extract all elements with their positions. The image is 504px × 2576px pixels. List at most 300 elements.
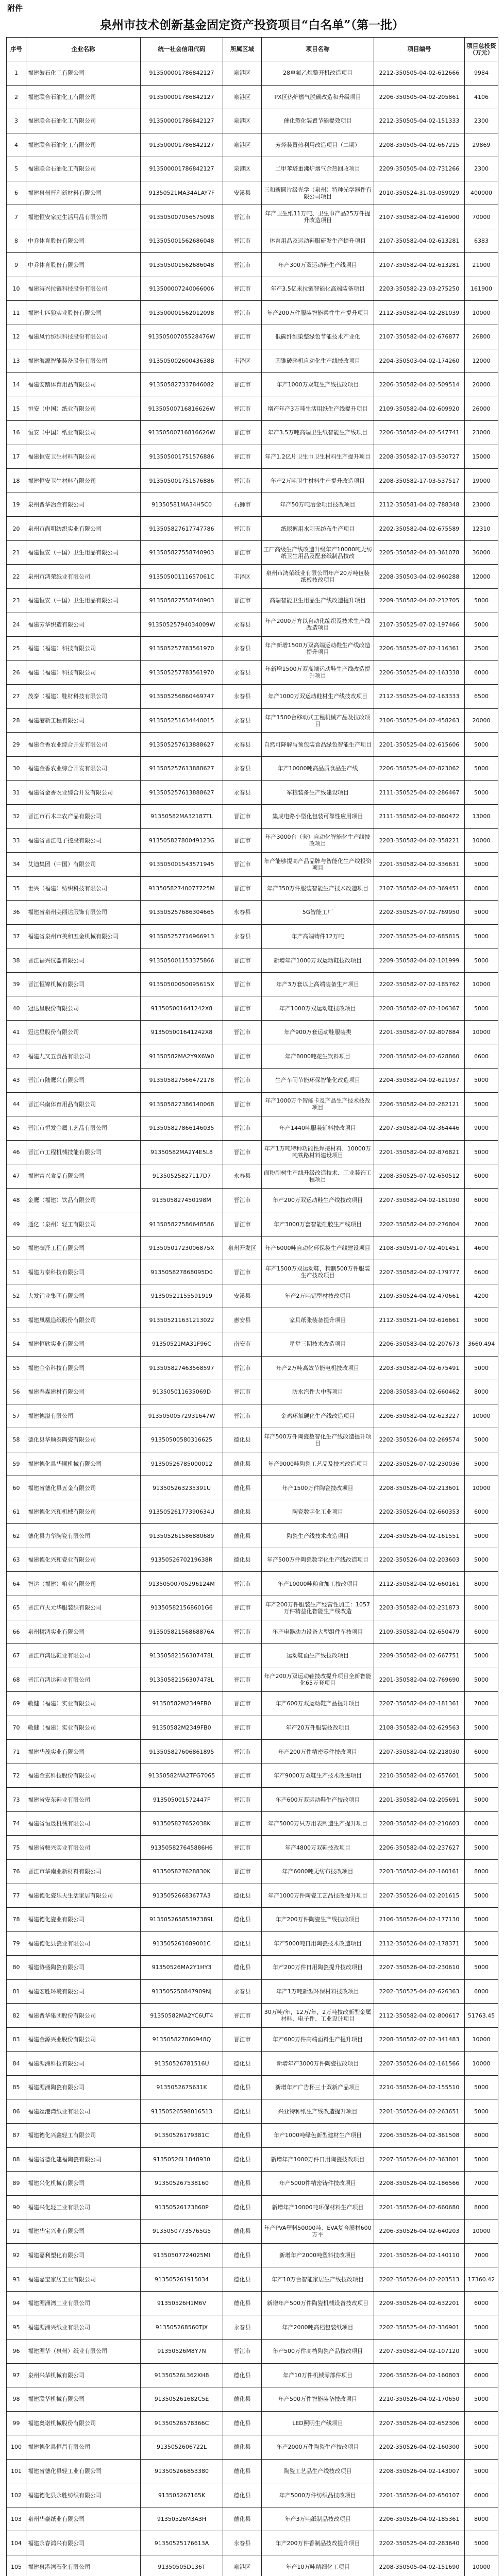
cell-credit-code: 913505827463568597 [141,1356,223,1380]
cell-project-code: 2203-350582-04-02-160161 [374,1860,465,1884]
cell-credit-code: 91350526781516U [141,2052,223,2076]
cell-row-index: 88 [7,2147,26,2172]
cell-row-index: 94 [7,2291,26,2315]
cell-investment: 10000 [465,1476,498,1500]
table-row [7,1740,498,1764]
cell-project-code: 2202-350526-04-02-660353 [374,1500,465,1524]
cell-region: 晋江市 [223,1811,262,1836]
cell-credit-code: 91350500050095615X [141,972,223,996]
cell-company-name: 福建德化瓷乐天生活家居有限公司 [26,1884,141,1908]
cell-region: 安溪县 [223,181,262,205]
cell-credit-code: 91350525176613A [141,2531,223,2555]
table-row [7,1260,498,1284]
cell-region: 丰泽区 [223,565,262,589]
cell-credit-code: 913505250847909NJ [141,1979,223,2004]
cell-region: 晋江市 [223,1668,262,1692]
cell-investment: 51763.45 [465,2004,498,2028]
cell-credit-code: 91350521MA31F96C [141,1332,223,1356]
cell-investment: 7000 [465,1212,498,1236]
cell-credit-code: 913505257613888627 [141,756,223,781]
cell-region: 永春县 [223,660,262,685]
cell-row-index: 28 [7,708,26,733]
cell-credit-code: 9135052606722L [141,2435,223,2460]
cell-credit-code: 91350525827117D7 [141,1164,223,1189]
cell-project-name: 低碳纤维染整绿色节能技术产业化 [262,325,374,349]
cell-region: 晋江市 [223,517,262,541]
cell-company-name: 泉州市鸿荣纸业有限公司 [26,565,141,589]
cell-project-code: 2202-350525-04-02-626363 [374,1979,465,2004]
cell-company-name: 晋江市石木丰农产品有限公司 [26,804,141,828]
cell-project-name: 新增年产广告杯三十双新产品项目 [262,2075,374,2099]
cell-company-name: 泉州市尚明纺织实业有限公司 [26,517,141,541]
cell-project-code: 2207-350526-04-02-363801 [374,2147,465,2172]
cell-project-code: 2112-350582-04-02-660161 [374,1572,465,1596]
cell-company-name: 福建省金香农业综合开发有限公司 [26,781,141,805]
cell-project-code: 2202-350525-04-02-336901 [374,2315,465,2340]
cell-investment: 10000 [465,1404,498,1428]
cell-region: 德化县 [223,2172,262,2196]
cell-region: 德化县 [223,1956,262,1980]
cell-investment: 5000 [465,2099,498,2124]
cell-credit-code: 913505268560TJX [141,2315,223,2340]
cell-company-name: 福建德化兴和机械有限公司 [26,1500,141,1524]
cell-project-name: 年产5000万只万用表制造生产提升项目 [262,1811,374,1836]
cell-credit-code: 91350582780049123G [141,828,223,853]
cell-investment: 5000 [465,1428,498,1452]
cell-region: 德化县 [223,1452,262,1476]
cell-project-code: 2107-350582-04-02-676877 [374,325,465,349]
cell-region: 晋江市 [223,421,262,445]
cell-credit-code: 913505267165K [141,2483,223,2507]
table-row [7,804,498,828]
table-row [7,1452,498,1476]
cell-investment: 6600 [465,1260,498,1284]
cell-project-code: 2202-350526-04-02-269574 [374,1428,465,1452]
cell-row-index: 62 [7,1524,26,1548]
cell-project-name: 年产500万件陶瓷数智化生产线改造提升项目 [262,1428,374,1452]
cell-row-index: 2 [7,85,26,109]
cell-project-code: 2107-350525-07-02-197466 [374,613,465,637]
cell-row-index: 34 [7,853,26,877]
cell-row-index: 47 [7,1164,26,1189]
table-row [7,2291,498,2315]
cell-project-code: 2203-350582-04-02-358221 [374,828,465,853]
table-row [7,301,498,325]
cell-region: 石狮市 [223,493,262,517]
column-header-credit-code: 统一社会信用代码 [141,38,223,61]
cell-row-index: 61 [7,1500,26,1524]
cell-company-name: 福建恒安卫生材料有限公司 [26,445,141,469]
cell-row-index: 26 [7,660,26,685]
table-row [7,1596,498,1620]
table-row [7,1044,498,1069]
cell-row-index: 31 [7,781,26,805]
cell-company-name: 福建德化兴和瓷业有限公司 [26,1548,141,1572]
cell-region: 晋江市 [223,1692,262,1716]
cell-credit-code: 913505827860948Q [141,2027,223,2052]
cell-company-name: 福建嘉利塑化有限公司 [26,2243,141,2267]
cell-region: 德化县 [223,2291,262,2315]
cell-row-index: 52 [7,1284,26,1308]
cell-investment: 6000 [465,2483,498,2507]
cell-project-code: 2202-350526-04-02-160300 [374,2435,465,2460]
cell-project-name: 年产3.5亿米拉链智能化高端装备项目 [262,277,374,301]
cell-credit-code: 913500001786842127 [141,133,223,157]
cell-region: 晋江市 [223,373,262,397]
table-row [7,685,498,709]
cell-company-name: 福建宏胜环境有限公司 [26,1979,141,2004]
cell-project-code: 2208-350582-17-03-530727 [374,445,465,469]
cell-row-index: 104 [7,2531,26,2555]
cell-credit-code: 9135052670219638R [141,1548,223,1572]
cell-row-index: 66 [7,1620,26,1644]
cell-project-code: 2107-350582-04-02-369451 [374,876,465,901]
cell-company-name: 敬健（福建）实业有限公司 [26,1692,141,1716]
cell-project-code: 2204-350582-04-02-621937 [374,1068,465,1092]
cell-project-code: 2112-350582-04-02-281039 [374,301,465,325]
cell-region: 晋江市 [223,1404,262,1428]
table-row [7,1212,498,1236]
cell-project-code: 2208-350582-04-02-628860 [374,1044,465,1069]
cell-company-name: 福建联华机械有限公司 [26,2387,141,2412]
cell-project-name: 年产300万双运动鞋生产线项目 [262,253,374,277]
cell-project-code: 2206-350582-04-02-282121 [374,1092,465,1116]
cell-project-code: 2206-350582-04-02-509514 [374,373,465,397]
cell-row-index: 65 [7,1596,26,1620]
cell-project-name: 集成电路小型化包装可靠性应用项目 [262,804,374,828]
cell-investment: 6000 [465,1811,498,1836]
cell-credit-code: 91350501723006875X [141,1236,223,1260]
cell-project-name: 新增年产3000万件陶瓷技改项目 [262,2052,374,2076]
cell-investment: 8000 [465,1572,498,1596]
cell-project-code: 2210-350526-04-02-170650 [374,2387,465,2412]
cell-credit-code: 91350505D136T [141,2555,223,2576]
cell-row-index: 58 [7,1428,26,1452]
cell-project-code: 2204-350526-04-02-161551 [374,1524,465,1548]
table-row [7,708,498,733]
cell-project-name: 高端智能卫生用品生产线改造提升项目 [262,589,374,613]
cell-project-code: 2208-350582-07-02-106367 [374,996,465,1021]
cell-project-code: 2107-350582-04-02-613281 [374,229,465,253]
table-row [7,1068,498,1092]
cell-credit-code: 913505001562686048 [141,253,223,277]
cell-project-code: 2112-350525-04-02-163333 [374,685,465,709]
cell-investment: 5000 [465,996,498,1021]
cell-region: 晋江市 [223,540,262,565]
cell-investment: 7000 [465,2172,498,2196]
cell-company-name: 福建富兴食品有限公司 [26,1164,141,1189]
cell-credit-code: 913505261586880689 [141,1524,223,1548]
cell-credit-code: 913505261689001C [141,1931,223,1956]
cell-row-index: 40 [7,996,26,1021]
cell-project-code: 2203-350582-04-02-231873 [374,1596,465,1620]
cell-credit-code: 91350500260043638B [141,349,223,373]
cell-company-name: 福建恒安家庭生活用品有限公司 [26,205,141,229]
cell-row-index: 68 [7,1668,26,1692]
cell-company-name: 福建恒欣实业有限公司 [26,1332,141,1356]
cell-credit-code: 91350507735765G5 [141,2219,223,2244]
cell-investment: 5000 [465,2075,498,2099]
cell-project-code: 2210-350526-04-02-155510 [374,2075,465,2099]
cell-project-name: 年产200万双运动鞋生产线技改项目 [262,1188,374,1212]
cell-company-name: 晋江市工程机械技能有限公司 [26,1140,141,1164]
cell-row-index: 71 [7,1740,26,1764]
cell-region: 永春县 [223,708,262,733]
cell-investment: 5000 [465,1884,498,1908]
cell-project-name: 年产350万件服装智能生产技术改造项目 [262,876,374,901]
cell-project-code: 2201-350582-04-02-769690 [374,1668,465,1692]
cell-row-index: 98 [7,2387,26,2412]
table-row [7,781,498,805]
cell-investment: 5000 [465,733,498,757]
cell-row-index: 86 [7,2099,26,2124]
cell-credit-code: 913505257613888627 [141,733,223,757]
table-row [7,1500,498,1524]
table-row [7,2099,498,2124]
table-row [7,1692,498,1716]
table-row [7,2219,498,2244]
cell-region: 永春县 [223,1979,262,2004]
cell-region: 德化县 [223,2267,262,2292]
cell-company-name: 福建湄华（泉州）纸业有限公司 [26,2339,141,2363]
table-row [7,972,498,996]
cell-region: 德化县 [223,1931,262,1956]
table-row [7,2052,498,2076]
cell-region: 德化县 [223,1908,262,1932]
cell-company-name: 金鹰（福建）饮品有限公司 [26,1188,141,1212]
cell-region: 晋江市 [223,397,262,421]
cell-credit-code: 91350581MA34H5C0 [141,493,223,517]
cell-credit-code: 913505257613888627 [141,781,223,805]
cell-row-index: 3 [7,109,26,133]
cell-row-index: 17 [7,445,26,469]
table-row [7,181,498,205]
cell-investment: 5000 [465,2147,498,2172]
cell-company-name: 晋江市陆鹰兴有限公司 [26,1068,141,1092]
cell-company-name: 泉州华豪纸业有限公司 [26,2507,141,2531]
cell-investment: 5000 [465,1668,498,1692]
cell-credit-code: 913505827566472178 [141,1068,223,1092]
cell-project-code: 2207-350526-04-02-201615 [374,1884,465,1908]
cell-company-name: 福建安踏体育用品有限公司 [26,373,141,397]
cell-region: 晋江市 [223,1068,262,1092]
cell-credit-code: 91350582740077725M [141,876,223,901]
cell-company-name: 福建省泉州美丽达服饰有限公司 [26,901,141,925]
table-row [7,540,498,565]
cell-company-name: 福建华茂实业有限公司 [26,1740,141,1764]
table-row [7,1332,498,1356]
cell-investment: 4600 [465,1236,498,1260]
table-row [7,1284,498,1308]
cell-credit-code: 91350525794034009W [141,613,223,637]
cell-row-index: 67 [7,1644,26,1668]
cell-project-code: 2203-350582-23-03-275250 [374,277,465,301]
cell-company-name: 泉州兴华机械有限公司 [26,2363,141,2387]
cell-region: 晋江市 [223,1212,262,1236]
cell-investment: 5000 [465,589,498,613]
cell-region: 德化县 [223,1884,262,1908]
cell-investment: 26800 [465,325,498,349]
cell-project-name: 年产卫生纸11万吨、卫生巾产品25万件提升改造项目 [262,205,374,229]
cell-row-index: 46 [7,1140,26,1164]
cell-investment: 8000 [465,2507,498,2531]
table-body [7,61,498,2576]
table-row [7,229,498,253]
cell-region: 泉港区 [223,157,262,181]
cell-credit-code: 913505827866146035 [141,1116,223,1141]
cell-project-name: 年产10000吨粮食加工技改项目 [262,1572,374,1596]
cell-region: 惠安县 [223,1308,262,1332]
cell-region: 德化县 [223,2195,262,2219]
cell-region: 德化县 [223,1428,262,1452]
cell-credit-code: 913500001786842127 [141,85,223,109]
table-row [7,2267,498,2292]
cell-investment: 5000 [465,1140,498,1164]
table-row [7,637,498,661]
table-row [7,349,498,373]
cell-project-name: LED照明生产线项目 [262,2411,374,2435]
cell-company-name: 福建永春鸿兴有限公司 [26,2531,141,2555]
cell-row-index: 79 [7,1931,26,1956]
cell-region: 德化县 [223,2219,262,2244]
cell-project-name: 年产200万双运动鞋技改提升项目全新智能化65万套项目 [262,1668,374,1692]
cell-project-code: 2201-350526-04-02-650107 [374,2483,465,2507]
table-row [7,924,498,948]
cell-project-name: 泉州市鸿荣纸业有限公司年产20万吨包装纸板技改项目 [262,565,374,589]
cell-project-name: 运动鞋面生产线技改项目 [262,1644,374,1668]
table-row [7,2027,498,2052]
cell-investment: 5000 [465,2531,498,2555]
cell-credit-code: 913505827652038K [141,1811,223,1836]
cell-investment: 15000 [465,445,498,469]
column-header-region: 所属区域 [223,38,262,61]
cell-credit-code: 91350582MA32187TL [141,804,223,828]
cell-project-name: 年产4800万双鞋技改项目 [262,1836,374,1860]
cell-region: 永春县 [223,781,262,805]
cell-company-name: 福建海源智能装备股份有限公司 [26,349,141,373]
cell-row-index: 41 [7,1020,26,1044]
cell-investment: 9984 [465,61,498,86]
cell-project-code: 2206-350525-04-02-163338 [374,660,465,685]
cell-investment: 36000 [465,540,498,565]
cell-row-index: 35 [7,876,26,901]
cell-company-name: 福建协盛陶瓷有限公司 [26,1956,141,1980]
cell-project-code: 2109-350582-04-02-650479 [374,1620,465,1644]
cell-row-index: 105 [7,2555,26,2576]
cell-project-name: 30万吨/年，12万/年，2万吨技改新型金属材料、电子件、工业设计项目 [262,2004,374,2028]
cell-project-name: 催化裂化装置节能提效项目 [262,109,374,133]
cell-company-name: 泉州晋华冶金有限公司 [26,493,141,517]
cell-credit-code: 91350526L362XH8 [141,2363,223,2387]
cell-credit-code: 913505821568601G6 [141,1596,223,1620]
cell-company-name: 福建省恒晟机械有限公司 [26,1811,141,1836]
attachment-label: 附件 [7,3,498,13]
cell-credit-code: 91350526578366C [141,2411,223,2435]
cell-company-name: 冠达星股份有限公司 [26,1020,141,1044]
cell-company-name: 福建联合石油化工有限公司 [26,157,141,181]
table-row [7,1116,498,1141]
cell-project-name: 年产3.5万吨高端卫生纸智能生产线项目 [262,421,374,445]
cell-row-index: 5 [7,157,26,181]
cell-project-name: 陶瓷工艺品生产线技改项目 [262,2459,374,2483]
cell-project-name: 生产车间节能环保智能化改造项目 [262,1068,374,1092]
cell-company-name: 福建德化县华顺机械有限公司 [26,1452,141,1476]
table-row [7,2507,498,2531]
cell-row-index: 83 [7,2027,26,2052]
cell-investment: 5000 [465,1764,498,1788]
cell-project-code: 2202-350582-07-02-185762 [374,972,465,996]
cell-project-name: 年产900万套运动鞋服装类 [262,1020,374,1044]
cell-region: 泉港区 [223,2555,262,2576]
cell-project-name: 年产1500万件陶瓷技改项目 [262,1476,374,1500]
cell-credit-code: 91350582MA2YC6UT4 [141,2004,223,2028]
cell-company-name: 冠达星股份有限公司 [26,996,141,1021]
cell-project-name: 年产8000吨花生饮料项目 [262,1044,374,1069]
cell-region: 晋江市 [223,205,262,229]
cell-company-name: 大发铝业集团有限公司 [26,1284,141,1308]
cell-project-name: 二甲苯塔重沸炉烟气余热回收项目 [262,157,374,181]
cell-project-code: 2201-350582-07-02-807884 [374,1020,465,1044]
cell-row-index: 89 [7,2172,26,2196]
cell-row-index: 74 [7,1811,26,1836]
cell-investment: 10000 [465,2027,498,2052]
table-row [7,157,498,181]
cell-company-name: 福建七匹狼实业股份有限公司 [26,301,141,325]
table-row [7,2483,498,2507]
cell-project-name: 年产高端铸件12万吨 [262,924,374,948]
table-row [7,733,498,757]
cell-investment: 5000 [465,613,498,637]
table-row [7,2531,498,2555]
cell-investment: 20000 [465,373,498,397]
cell-row-index: 69 [7,1692,26,1716]
cell-region: 晋江市 [223,589,262,613]
cell-company-name: 福建（福建）科技有限公司 [26,660,141,685]
cell-row-index: 30 [7,756,26,781]
cell-region: 德化县 [223,1500,262,1524]
cell-row-index: 6 [7,181,26,205]
cell-credit-code: 913505211631213022 [141,1308,223,1332]
cell-investment: 5000 [465,2315,498,2340]
cell-company-name: 福建鼓石化工有限公司 [26,61,141,86]
cell-credit-code: 913505266853380 [141,2459,223,2483]
cell-project-name: 新增年产500万件陶瓷机械设备技改项目 [262,2291,374,2315]
cell-project-code: 2108-350591-07-02-401451 [374,1236,465,1260]
cell-project-name: 年产500万件智能装备技改项目 [262,2387,374,2412]
table-row [7,421,498,445]
cell-investment: 4106 [465,85,498,109]
cell-row-index: 11 [7,301,26,325]
cell-company-name: 通亿（泉州）轻工有限公司 [26,1212,141,1236]
cell-row-index: 91 [7,2219,26,2244]
cell-credit-code: 91350500580316625 [141,1428,223,1452]
cell-project-name: 年产200万件香制品技改提升项目 [262,2531,374,2555]
cell-row-index: 64 [7,1572,26,1596]
table-row [7,589,498,613]
cell-company-name: 福建金玄科技股份有限公司 [26,1764,141,1788]
cell-project-code: 2206-350582-04-02-237627 [374,1836,465,1860]
cell-project-code: 2207-350582-04-02-107120 [374,2339,465,2363]
cell-project-code: 2209-350582-04-02-101999 [374,948,465,973]
cell-row-index: 92 [7,2243,26,2267]
cell-region: 晋江市 [223,1788,262,1812]
cell-company-name: 福建省德化县五金有限公司 [26,1476,141,1500]
cell-row-index: 32 [7,804,26,828]
cell-region: 德化县 [223,1548,262,1572]
cell-row-index: 9 [7,253,26,277]
cell-row-index: 24 [7,613,26,637]
table-row [7,1572,498,1596]
